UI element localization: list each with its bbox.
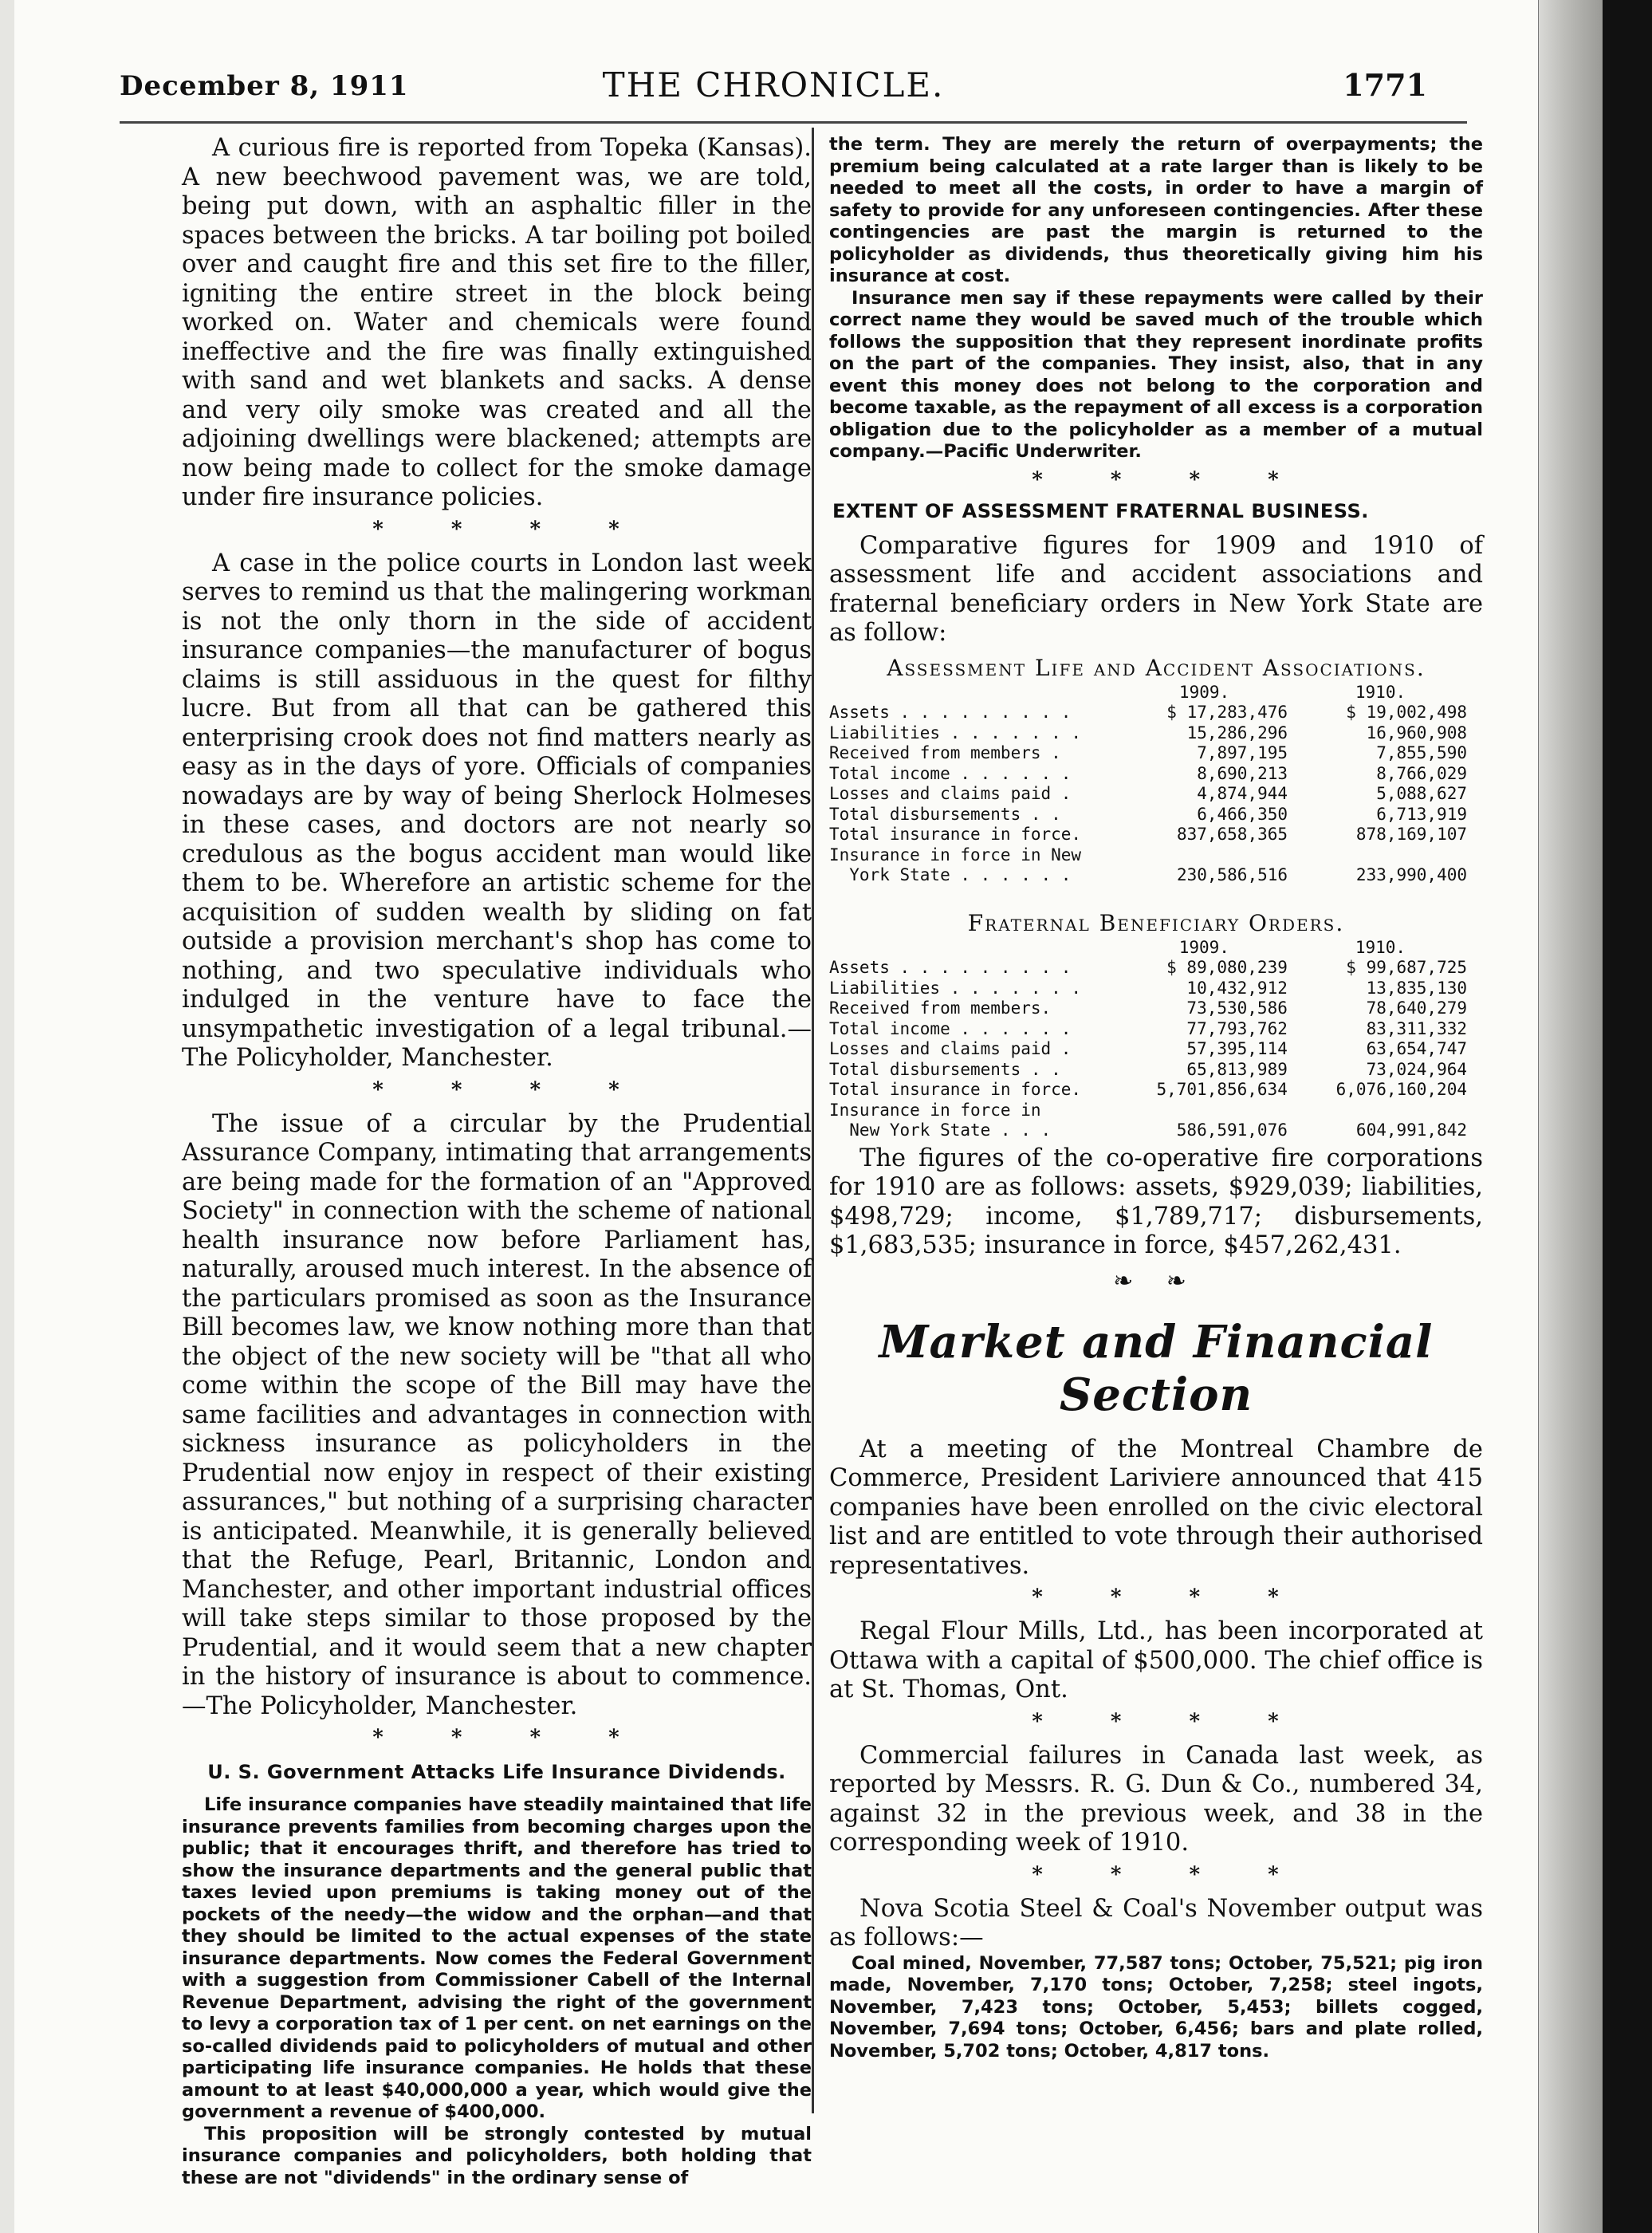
row-value-1909: 586,591,076: [1176, 1120, 1288, 1140]
table-col-year: 1910.: [1355, 937, 1406, 957]
table-row: [829, 845, 1467, 866]
table-row: [829, 784, 1467, 805]
row-value-1909: 65,813,989: [1186, 1059, 1288, 1079]
section-separator: * * * *: [372, 517, 650, 542]
table-fraternal-body: [829, 958, 1467, 1141]
table-col-label: [829, 938, 1115, 959]
row-value-1910: 13,835,130: [1366, 978, 1467, 998]
table-row: [829, 1019, 1467, 1040]
row-value-1910: 233,990,400: [1355, 865, 1467, 884]
row-label: Losses and claims paid .: [829, 784, 1072, 803]
row-value-1910: 78,640,279: [1366, 998, 1467, 1018]
table-row: [829, 979, 1467, 999]
row-label: Liabilities . . . . . . .: [829, 723, 1082, 742]
article-dividends-p3: the term. They are merely the return of overpayments; the premium being calculated at a rate larger than is likely to be needed to meet all the costs, in order to have a margin of safety to provide for any unforeseen contingencies. After these contingencies are past the margin is returned to the policyholder as dividends, thus theoretically giving him his insurance at cost.: [829, 134, 1483, 286]
section-separator: * * * *: [1032, 1862, 1309, 1887]
row-label: Received from members .: [829, 743, 1061, 762]
article-heading-fraternal: EXTENT OF ASSESSMENT FRATERNAL BUSINESS.: [832, 499, 1369, 522]
row-value-1909: 4,874,944: [1197, 784, 1288, 803]
table-col-year: 1909.: [1178, 682, 1230, 702]
row-label: Insurance in force in: [829, 1100, 1041, 1120]
article-bogus-claims: A case in the police courts in London last week serves to remind us that the malingering workman is not the only thorn in the side of accident insurance companies—the manufacturer of bogus claims is still assiduous in the quest for filthy lucre. But from all that can be gathered this enterprising crook does not find matters nearly as easy as in the days of yore. Officials of companies nowadays are by way of being Sherlock Holmeses in these cases, and doctors are not nearly so credulous as the bogus accident man would like them to be. Wherefore an artistic scheme for the acquisition of sudden wealth by sliding on fat outside a provision merchant's shop has come to nothing, and two speculative individuals who indulged in the venture have to face the unsympathetic investigation of a legal tribunal.—The Policyholder, Manchester.: [182, 549, 812, 1072]
nova-scotia-output-details: Coal mined, November, 77,587 tons; October, 75,521; pig iron made, November, 7,170 tons; October, 7,258; steel ingots, November, 7,423 tons; October, 5,453; billets cogged, November, 7,694 tons; October, 6,456; bars and plate rolled, November, 5,702 tons; October, 4,817 tons.: [829, 1952, 1483, 2062]
header-page-number: 1771: [1343, 67, 1427, 103]
row-label: Received from members.: [829, 998, 1052, 1018]
row-value-1909: 230,586,516: [1176, 865, 1288, 884]
cooperative-figures: The figures of the co-operative fire corporations for 1910 are as follows: assets, $929,039; liabilities, $498,729; income, $1,789,717; disbursements, $1,683,535; insurance in force, $457,262,431.: [829, 1144, 1483, 1259]
table-row: [829, 743, 1467, 764]
row-value-1909: 837,658,365: [1176, 825, 1288, 844]
section-separator: * * * *: [372, 1726, 650, 1750]
table-row: [829, 1120, 1467, 1141]
row-label: York State . . . . . .: [829, 865, 1072, 884]
row-label: Total income . . . . . .: [829, 1018, 1072, 1038]
row-value-1910: 16,960,908: [1366, 723, 1467, 742]
row-value-1910: 6,713,919: [1376, 804, 1467, 824]
table-assessment: [829, 683, 1467, 886]
row-value-1910: [1294, 1101, 1467, 1121]
row-label: Liabilities . . . . . . .: [829, 978, 1082, 998]
article-dividends-p2: This proposition will be strongly contested by mutual insurance companies and policyholders, both holding that these are not "dividends" in the ordinary sense of: [182, 2123, 812, 2188]
row-value-1909: $ 17,283,476: [1166, 703, 1288, 722]
table-row: [829, 1101, 1467, 1121]
row-value-1909: $ 89,080,239: [1166, 958, 1288, 977]
article-heading-dividends: U. S. Government Attacks Life Insurance Dividends.: [207, 1761, 786, 1783]
row-label: Total insurance in force.: [829, 1080, 1082, 1099]
article-topeka-fire: A curious fire is reported from Topeka (Kansas). A new beechwood pavement was, we are told, being put down, with an asphaltic filler in the spaces between the bricks. A tar boiling pot boiled over and caught fire and this set fire to the filler, igniting the entire street in the block being worked on. Water and chemicals were found ineffective and the fire was finally extinguished with sand and wet blankets and sacks. A dense and very oily smoke was created and all the adjoining dwellings were blackened; attempts are now being made to collect for the smoke damage under fire insurance policies.: [182, 134, 812, 511]
row-value-1910: $ 19,002,498: [1346, 703, 1467, 722]
article-montreal-chambre: At a meeting of the Montreal Chambre de Commerce, President Lariviere announced that 415 companies have been enrolled on the civic electoral list and are entitled to vote through their authorised representatives.: [829, 1435, 1483, 1580]
left-column: [182, 134, 812, 2189]
row-value-1910: 73,024,964: [1366, 1059, 1467, 1079]
table-row: [829, 998, 1467, 1019]
article-nova-scotia-steel: Nova Scotia Steel & Coal's November output was as follows:—: [829, 1894, 1483, 1951]
row-value-1910: 8,766,029: [1376, 763, 1467, 783]
section-separator: * * * *: [372, 1077, 650, 1102]
header-title: THE CHRONICLE.: [602, 65, 945, 104]
left-margin-shadow: [0, 0, 14, 2233]
row-value-1910: 878,169,107: [1355, 825, 1467, 844]
article-prudential: The issue of a circular by the Prudential Assurance Company, intimating that arrangements are being made for the formation of an "Approved Society" in connection with the scheme of national health insurance now before Parliament has, naturally, aroused much interest. In the absence of the particulars promised as soon as the Insurance Bill becomes law, we know nothing more than that the object of the new society will be "that all who come within the scope of the Bill may have the same facilities and advantages in connection with sickness insurance as policyholders in the Prudential now enjoy in respect of their existing assurances," but nothing of a surprising character is anticipated. Meanwhile, it is generally believed that the Refuge, Pearl, Britannic, London and Manchester, and other important industrial offices will take steps similar to those proposed by the Prudential, and it would seem that a new chapter in the history of insurance is about to commence.—The Policyholder, Manchester.: [182, 1109, 812, 1720]
row-label: Total income . . . . . .: [829, 763, 1072, 783]
row-label: Losses and claims paid .: [829, 1039, 1072, 1058]
table-row: [829, 703, 1467, 723]
table-row: [829, 1039, 1467, 1060]
row-value-1910: 83,311,332: [1366, 1018, 1467, 1038]
row-label: Assets . . . . . . . . .: [829, 703, 1072, 722]
row-label: Total disbursements . .: [829, 804, 1061, 824]
table-col-year: 1910.: [1355, 682, 1406, 702]
row-value-1910: 604,991,842: [1355, 1120, 1467, 1140]
row-value-1909: 77,793,762: [1186, 1018, 1288, 1038]
row-value-1909: 73,530,586: [1186, 998, 1288, 1018]
row-label: Assets . . . . . . . . .: [829, 958, 1072, 977]
row-label: New York State . . .: [829, 1120, 1052, 1140]
row-value-1909: [1115, 845, 1294, 866]
table-row: [829, 723, 1467, 744]
section-separator: * * * *: [1032, 1585, 1309, 1609]
row-label: Total disbursements . .: [829, 1059, 1061, 1079]
page-header: [120, 62, 1427, 110]
table-row: [829, 958, 1467, 979]
article-dividends-p1: Life insurance companies have steadily maintained that life insurance prevents families from becoming charges upon the public; that it encourages thrift, and therefore has tried to show the insurance departments and the general public that taxes levied upon premiums is taking money out of the pockets of the needy—the widow and the orphan—and that they should be limited to the actual expenses of the state insurance departments. Now comes the Federal Government with a suggestion from Commissioner Cabell of the Internal Revenue Department, advising the right of the government to levy a corporation tax of 1 per cent. on net earnings on the so-called dividends paid to policyholders of mutual and other participating life insurance companies. He holds that these amount to at least $40,000,000 a year, which would give the government a revenue of $400,000.: [182, 1794, 812, 2122]
row-value-1910: [1294, 845, 1467, 866]
row-label: Insurance in force in New: [829, 845, 1082, 864]
row-value-1909: 5,701,856,634: [1156, 1080, 1288, 1099]
table-fraternal: [829, 938, 1467, 1141]
row-value-1910: $ 99,687,725: [1346, 958, 1467, 977]
binding-edge: [1539, 0, 1603, 2233]
row-value-1909: 10,432,912: [1186, 978, 1288, 998]
table-assessment-title: Assessment Life and Accident Associations.: [887, 654, 1426, 681]
table-row: [829, 825, 1467, 845]
table-row: [829, 805, 1467, 825]
row-value-1910: 7,855,590: [1376, 743, 1467, 762]
article-commercial-failures: Commercial failures in Canada last week, as reported by Messrs. R. G. Dun & Co., numbered 34, against 32 in the previous week, and 38 in the corresponding week of 1910.: [829, 1741, 1483, 1857]
row-value-1909: 6,466,350: [1197, 804, 1288, 824]
table-fraternal-title: Fraternal Beneficiary Orders.: [967, 909, 1345, 936]
table-row: [829, 1080, 1467, 1101]
header-rule: [120, 121, 1467, 124]
article-regal-flour: Regal Flour Mills, Ltd., has been incorporated at Ottawa with a capital of $500,000. The chief office is at St. Thomas, Ont.: [829, 1617, 1483, 1703]
binding-shadow: [1603, 0, 1652, 2233]
row-label: Total insurance in force.: [829, 825, 1082, 844]
row-value-1909: [1115, 1101, 1294, 1121]
row-value-1909: 7,897,195: [1197, 743, 1288, 762]
header-date: December 8, 1911: [120, 70, 409, 102]
article-dividends-p4: Insurance men say if these repayments were called by their correct name they would be saved much of the trouble which follows the supposition that they represent inordinate profits on the part of the companies. They insist, also, that in any event this money does not belong to the corporation and become taxable, as the repayment of all excess is a corporation obligation due to the policyholder as a member of a mutual company.—Pacific Underwriter.: [829, 287, 1483, 462]
row-value-1910: 6,076,160,204: [1335, 1080, 1467, 1099]
fraternal-intro: Comparative figures for 1909 and 1910 of assessment life and accident associations and fraternal beneficiary orders in New York State are as follow:: [829, 531, 1483, 647]
row-value-1909: 8,690,213: [1197, 763, 1288, 783]
row-value-1910: 63,654,747: [1366, 1039, 1467, 1058]
row-value-1909: 15,286,296: [1186, 723, 1288, 742]
table-col-label: [829, 683, 1115, 703]
table-assessment-body: [829, 703, 1467, 886]
row-value-1909: 57,395,114: [1186, 1039, 1288, 1058]
right-column: [829, 134, 1483, 2062]
market-section-heading: Market and Financial Section: [879, 1315, 1434, 1421]
section-separator: * * * *: [1032, 467, 1309, 492]
column-divider: [812, 128, 814, 2113]
table-col-year: 1909.: [1178, 937, 1229, 957]
table-row: [829, 1060, 1467, 1081]
table-row: [829, 764, 1467, 785]
row-value-1910: 5,088,627: [1376, 784, 1467, 803]
section-separator: * * * *: [1032, 1709, 1309, 1734]
table-row: [829, 865, 1467, 886]
ornament: ❧ ❧: [1113, 1266, 1199, 1295]
